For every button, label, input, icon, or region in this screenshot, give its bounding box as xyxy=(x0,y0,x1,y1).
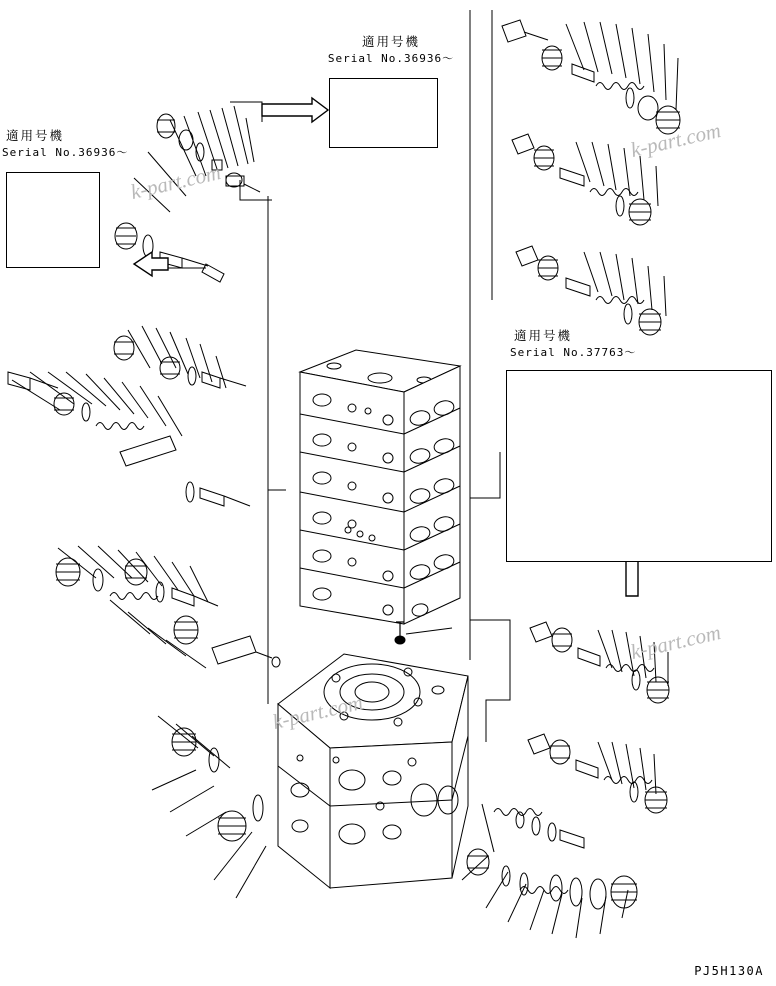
watermark: k-part.com xyxy=(270,690,365,735)
watermark: k-part.com xyxy=(128,160,223,205)
drawing-code: PJ5H130A xyxy=(694,964,764,978)
note-box-top-center xyxy=(329,78,438,148)
note-jp-left: 適用号機 xyxy=(6,128,65,143)
arrow-to-top-note xyxy=(262,98,328,122)
note-label-right xyxy=(506,326,766,360)
note-box-right xyxy=(506,370,772,562)
watermark: k-part.com xyxy=(628,118,723,163)
note-label-top-center xyxy=(296,32,486,66)
note-jp-right: 適用号機 xyxy=(514,328,573,343)
note-serial-left: Serial No.36936〜 xyxy=(2,146,129,159)
note-serial-right: Serial No.37763〜 xyxy=(510,346,637,359)
note-box-left xyxy=(6,172,100,268)
arrow-to-left-note xyxy=(134,252,168,276)
watermark: k-part.com xyxy=(628,620,723,665)
note-jp-top-center: 適用号機 xyxy=(361,34,420,49)
note-serial-top-center: Serial No.36936〜 xyxy=(327,52,455,65)
note-label-left xyxy=(0,126,160,160)
